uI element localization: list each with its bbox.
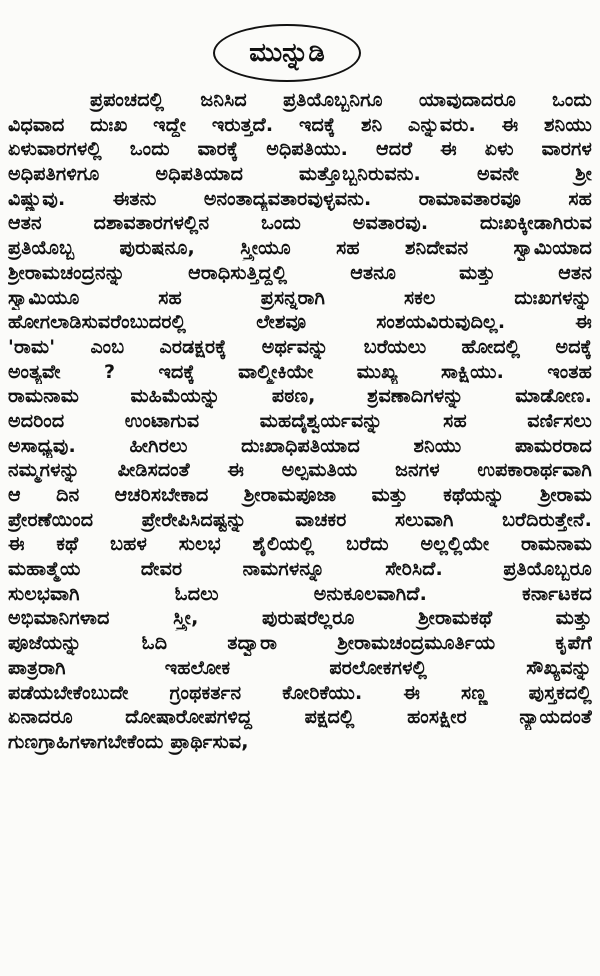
text-line: 'ರಾಮ' ಎಂಬ ಎರಡಕ್ಷರಕ್ಕೆ ಅರ್ಥವನ್ನು ಬರೆಯಲು ಹೋದಲ್ಲಿ ಅದಕ್ಕೆ <box>8 335 592 358</box>
text-line: ಸ್ವಾಮಿಯೂ ಸಹ ಪ್ರಸನ್ನರಾಗಿ ಸಕಲ ದುಃಖಗಳನ್ನು <box>8 286 592 309</box>
text-line: ಮಹಾತ್ಮೆಯ ದೇವರ ನಾಮಗಳನ್ನೂ ಸೇರಿಸಿದೆ. ಪ್ರತಿಯೊಬ್ಬರೂ <box>8 558 592 581</box>
text-line: ವಿಷ್ಣುವು. ಈತನು ಅನಂತಾದ್ಯವತಾರವುಳ್ಳವನು. ರಾಮಾವತಾರವೂ ಸಹ <box>8 187 592 210</box>
text-line: ಅದರಿಂದ ಉಂಟಾಗುವ ಮಹದೈಶ್ವರ್ಯವನ್ನು ಸಹ ವರ್ಣಿಸಲು <box>8 409 592 432</box>
text-line: ಏನಾದರೂ ದೋಷಾರೋಪಗಳಿದ್ದ ಪಕ್ಷದಲ್ಲಿ ಹಂಸಕ್ಷೀರ ನ್ಯಾಯದಂತೆ <box>8 706 592 729</box>
text-line: ಪಾತ್ರರಾಗಿ ಇಹಲೋಕ ಪರಲೋಕಗಳಲ್ಲಿ ಸೌಖ್ಯವನ್ನು <box>8 656 592 679</box>
text-line: ಆತನ ದಶಾವತಾರಗಳಲ್ಲಿನ ಒಂದು ಅವತಾರವು. ದುಃಖಕ್ಕೀಡಾಗಿರುವ <box>8 212 592 235</box>
text-line: ಏಳುವಾರಗಳಲ್ಲಿ ಒಂದು ವಾರಕ್ಕೆ ಅಧಿಪತಿಯು. ಆದರೆ ಈ ಏಳು ವಾರಗಳ <box>8 138 592 161</box>
text-line: ಶ್ರೀರಾಮಚಂದ್ರನನ್ನು ಆರಾಧಿಸುತ್ತಿದ್ದಲ್ಲಿ ಆತನೂ ಮತ್ತು ಆತನ <box>8 261 592 284</box>
text-line: ಹೋಗಲಾಡಿಸುವರೆಂಬುದರಲ್ಲಿ ಲೇಶವೂ ಸಂಶಯವಿರುವುದಿಲ್ಲ. ಈ <box>8 311 592 334</box>
text-line: ಅಂತ್ಯವೇ ? ಇದಕ್ಕೆ ವಾಲ್ಮೀಕಿಯೇ ಮುಖ್ಯ ಸಾಕ್ಷಿಯು. ಇಂತಹ <box>8 360 592 383</box>
text-line: ಪ್ರತಿಯೊಬ್ಬ ಪುರುಷನೂ, ಸ್ತ್ರೀಯೂ ಸಹ ಶನಿದೇವನ ಸ್ವಾಮಿಯಾದ <box>8 237 592 260</box>
page-title: ಮುನ್ನುಡಿ <box>249 37 325 68</box>
text-line: ವಿಧವಾದ ದುಃಖ ಇದ್ದೇ ಇರುತ್ತದೆ. ಇದಕ್ಕೆ ಶನಿ ಎನ್ನುವರು. ಈ ಶನಿಯು <box>8 113 592 136</box>
text-line: ಪೂಜೆಯನ್ನು ಓದಿ ತದ್ವಾರಾ ಶ್ರೀರಾಮಚಂದ್ರಮೂರ್ತಿಯ ಕೃಪೆಗೆ <box>8 632 592 655</box>
text-line: ರಾಮನಾಮ ಮಹಿಮೆಯನ್ನು ಪಠಣ, ಶ್ರವಣಾದಿಗಳನ್ನು ಮಾಡೋಣ. <box>8 385 592 408</box>
text-line: ಅಸಾಧ್ಯವು. ಹೀಗಿರಲು ದುಃಖಾಧಿಪತಿಯಾದ ಶನಿಯು ಪಾಮರರಾದ <box>8 434 592 457</box>
text-line: ಪ್ರೇರಣೆಯಿಂದ ಪ್ರೇರೇಪಿಸಿದಷ್ಟನ್ನು ವಾಚಕರ ಸಲುವಾಗಿ ಬರೆದಿರುತ್ತೇನೆ. <box>8 508 592 531</box>
text-line: ಅಧಿಪತಿಗಳಿಗೂ ಅಧಿಪತಿಯಾದ ಮತ್ತೊಬ್ಬನಿರುವನು. ಅವನೇ ಶ್ರೀ <box>8 163 592 186</box>
text-line: ಗುಣಗ್ರಾಹಿಗಳಾಗಬೇಕೆಂದು ಪ್ರಾರ್ಥಿಸುವ, <box>8 730 249 753</box>
text-line: ಸುಲಭವಾಗಿ ಓದಲು ಅನುಕೂಲವಾಗಿದೆ. ಕರ್ನಾಟಕದ <box>8 582 592 605</box>
text-line: ನಮ್ಮಗಳನ್ನು ಪೀಡಿಸದಂತೆ ಈ ಅಲ್ಪಮತಿಯ ಜನಗಳ ಉಪಕಾರಾರ್ಥವಾಗಿ <box>8 459 592 482</box>
title-oval <box>213 24 361 82</box>
text-line: ಆ ದಿನ ಆಚರಿಸಬೇಕಾದ ಶ್ರೀರಾಮಪೂಜಾ ಮತ್ತು ಕಥೆಯನ್ನು ಶ್ರೀರಾಮ <box>8 484 592 506</box>
text-line: ಈ ಕಥೆ ಬಹಳ ಸುಲಭ ಶೈಲಿಯಲ್ಲಿ ಬರೆದು ಅಲ್ಲಲ್ಲಿಯೇ ರಾಮನಾಮ <box>8 533 592 556</box>
preface-body <box>8 88 592 755</box>
text-line: ಅಭಿಮಾನಿಗಳಾದ ಸ್ತ್ರೀ, ಪುರುಷರೆಲ್ಲರೂ ಶ್ರೀರಾಮಕಥೆ ಮತ್ತು <box>8 607 592 630</box>
text-line: ಪ್ರಪಂಚದಲ್ಲಿ ಜನಿಸಿದ ಪ್ರತಿಯೊಬ್ಬನಿಗೂ ಯಾವುದಾದರೂ ಒಂದು <box>90 89 592 111</box>
text-line: ಪಡೆಯಬೇಕೆಂಬುದೇ ಗ್ರಂಥಕರ್ತನ ಕೋರಿಕೆಯು. ಈ ಸಣ್ಣ ಪುಸ್ತಕದಲ್ಲಿ <box>8 681 592 704</box>
